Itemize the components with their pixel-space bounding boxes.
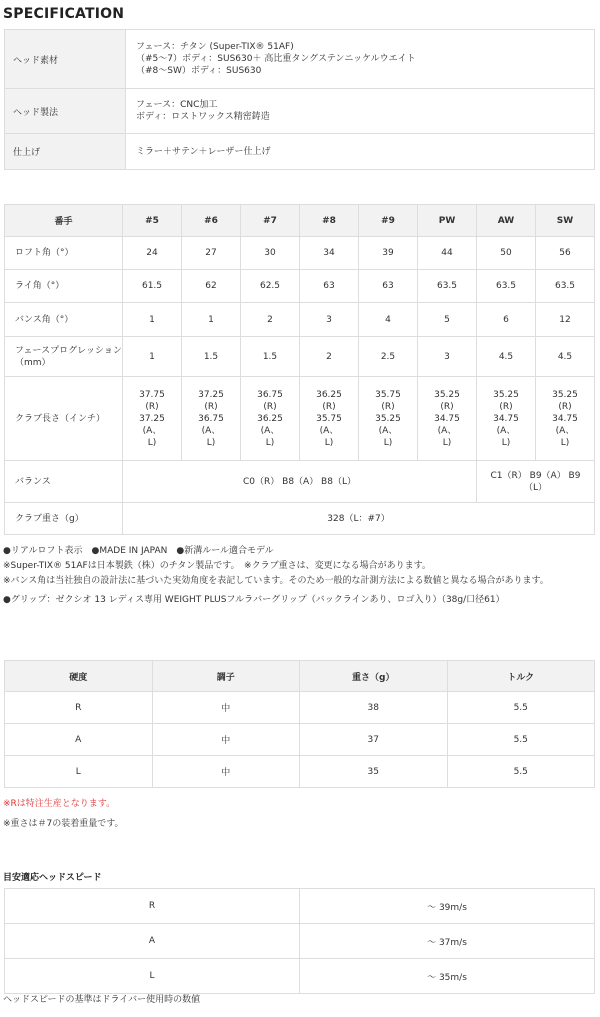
cell: 61.5 [123,270,182,303]
cell: 4.5 [477,337,536,377]
spec-key: ヘッド製法 [5,89,126,134]
head-speed-title: 目安適応ヘッドスピード [3,873,102,883]
cell-line: (A、 [496,425,516,436]
cell: 63.5 [418,270,477,303]
cell: 3 [418,337,477,377]
cell: A [5,724,153,756]
table-row [5,889,595,924]
cell: 12 [536,303,595,337]
cell-line: 35.25 [434,389,460,400]
table-row [5,724,595,756]
cell: 3 [300,303,359,337]
col-header: #7 [241,205,300,237]
cell: 1.5 [241,337,300,377]
spec-line: ミラー＋サテン＋レーザー仕上げ [136,146,271,157]
row-key: ライ角（°） [5,270,123,303]
cell-line: (R) [440,401,454,412]
cell-line: (A、 [555,425,575,436]
cell: 39 [359,237,418,270]
col-header: PW [418,205,477,237]
spec-value [126,30,595,89]
cell: 〜 35m/s [300,959,595,994]
cell: 44 [418,237,477,270]
row-key: バンス角（°） [5,303,123,337]
cell-line: 36.25 [257,413,283,424]
cell-line: （L） [523,482,547,493]
cell: 〜 39m/s [300,889,595,924]
table-header-row [5,661,595,692]
cell: C0（R） B8（A） B8（L） [123,461,477,503]
note: ●リアルロフト表示 ●MADE IN JAPAN ●新溝ルール適合モデル [3,546,274,556]
col-header: AW [477,205,536,237]
row-key: フェースプログレッション（mm） [5,337,123,377]
shaft-table [4,660,595,788]
cell: 2.5 [359,337,418,377]
cell [477,377,536,461]
cell: 6 [477,303,536,337]
cell [477,461,595,503]
cell: A [5,924,300,959]
cell: 30 [241,237,300,270]
cell: 5.5 [447,724,595,756]
cell: 〜 37m/s [300,924,595,959]
col-header: トルク [447,661,595,692]
cell-line: (A、 [319,425,339,436]
cell: 62 [182,270,241,303]
cell: 34 [300,237,359,270]
table-row [5,503,595,535]
col-header: 硬度 [5,661,153,692]
cell: 24 [123,237,182,270]
cell: 62.5 [241,270,300,303]
cell: 328（L：#7） [123,503,595,535]
table-row [5,134,595,170]
cell: 中 [152,756,300,788]
cell: 4.5 [536,337,595,377]
cell: R [5,889,300,924]
cell-line: L) [442,437,452,448]
cell-line: (A、 [142,425,162,436]
note: ●グリップ：ゼクシオ 13 レディス専用 WEIGHT PLUSフルラバーグリップ（バックラインあり、ロゴ入り）（38g/口径61） [3,595,505,605]
cell: 35 [300,756,448,788]
cell: 5.5 [447,756,595,788]
cell: L [5,959,300,994]
cell [536,377,595,461]
special-order-note: ※Rは特注生産となります。 [3,799,116,809]
cell: 56 [536,237,595,270]
cell [182,377,241,461]
cell-line: 37.75 [139,389,165,400]
cell: 2 [241,303,300,337]
cell [241,377,300,461]
cell-line: 37.25 [198,389,224,400]
cell-line: L) [265,437,275,448]
cell: R [5,692,153,724]
cell: 中 [152,692,300,724]
cell-line: (R) [145,401,159,412]
cell-line: 35.25 [375,413,401,424]
table-row [5,270,595,303]
table-row [5,924,595,959]
spec-value [126,89,595,134]
table-row [5,377,595,461]
table-row [5,237,595,270]
table-row [5,959,595,994]
cell-line: (R) [204,401,218,412]
cell-line: (R) [263,401,277,412]
cell: 1 [123,337,182,377]
cell: 5 [418,303,477,337]
cell-line: 35.75 [375,389,401,400]
table-row [5,30,595,89]
cell-line: (A、 [378,425,398,436]
table-header-row [5,205,595,237]
cell-line: L) [206,437,216,448]
cell-line: (R) [381,401,395,412]
cell: 50 [477,237,536,270]
page-title: SPECIFICATION [3,6,125,22]
cell [123,377,182,461]
spec-key: 仕上げ [5,134,126,170]
cell [300,377,359,461]
cell: L [5,756,153,788]
loft-table [4,204,595,535]
col-header: #5 [123,205,182,237]
cell-line: 34.75 [434,413,460,424]
cell: 5.5 [447,692,595,724]
cell: 27 [182,237,241,270]
cell: 63 [359,270,418,303]
spec-line: フェース：チタン (Super-TIX® 51AF) [136,42,294,52]
spec-line: フェース：CNC加工 [136,100,218,110]
cell-line: 36.25 [316,389,342,400]
cell-line: L) [147,437,157,448]
cell-line: 34.75 [552,413,578,424]
table-row [5,756,595,788]
col-header: 番手 [5,205,123,237]
cell: 4 [359,303,418,337]
cell: 1.5 [182,337,241,377]
col-header: 重さ（g） [300,661,448,692]
cell-line: 35.25 [493,389,519,400]
spec-key: ヘッド素材 [5,30,126,89]
cell-line: L) [560,437,570,448]
spec-value [126,134,595,170]
cell-line: L) [324,437,334,448]
col-header: SW [536,205,595,237]
spec-line: （#5〜7）ボディ：SUS630＋ 高比重タングステンニッケルウエイト [136,54,416,64]
cell-line: (A、 [437,425,457,436]
cell-line: L) [383,437,393,448]
cell-line: C1（R） B9（A） B9 [490,470,581,481]
cell: 38 [300,692,448,724]
weight-note: ※重さは＃7の装着重量です。 [3,819,124,829]
col-header: #6 [182,205,241,237]
table-row [5,303,595,337]
table-row [5,89,595,134]
cell-line: (R) [499,401,513,412]
cell: 1 [182,303,241,337]
col-header: #8 [300,205,359,237]
row-key: バランス [5,461,123,503]
row-key: クラブ長さ（インチ） [5,377,123,461]
spec-line: （#8〜SW）ボディ：SUS630 [136,66,262,76]
cell [418,377,477,461]
head-speed-note: ヘッドスピードの基準はドライバー使用時の数値 [3,995,201,1005]
note: ※バンス角は当社独自の設計法に基づいた実効角度を表記しています。そのため一般的な計測方法による数値と異なる場合があります。 [3,576,549,586]
cell-line: 35.75 [316,413,342,424]
head-speed-table [4,888,595,994]
cell: 63.5 [477,270,536,303]
cell-line: (R) [558,401,572,412]
cell [359,377,418,461]
table-row [5,337,595,377]
col-header: 調子 [152,661,300,692]
cell: 37 [300,724,448,756]
cell: 63 [300,270,359,303]
cell-line: 36.75 [198,413,224,424]
cell: 中 [152,724,300,756]
cell-line: 36.75 [257,389,283,400]
spec-table [4,29,595,170]
cell: 63.5 [536,270,595,303]
col-header: #9 [359,205,418,237]
table-row [5,461,595,503]
cell-line: (A、 [260,425,280,436]
cell: 2 [300,337,359,377]
cell: 1 [123,303,182,337]
cell-line: (R) [322,401,336,412]
note: ※Super-TIX® 51AFは日本製鉄（株）のチタン製品です。 ※クラブ重さは、変更になる場合があります。 [3,561,431,571]
row-key: ロフト角（°） [5,237,123,270]
cell-line: 37.25 [139,413,165,424]
table-row [5,692,595,724]
cell-line: L) [501,437,511,448]
spec-line: ボディ：ロストワックス精密鋳造 [136,112,270,122]
row-key: クラブ重さ（g） [5,503,123,535]
cell-line: 35.25 [552,389,578,400]
cell-line: (A、 [201,425,221,436]
cell-line: 34.75 [493,413,519,424]
